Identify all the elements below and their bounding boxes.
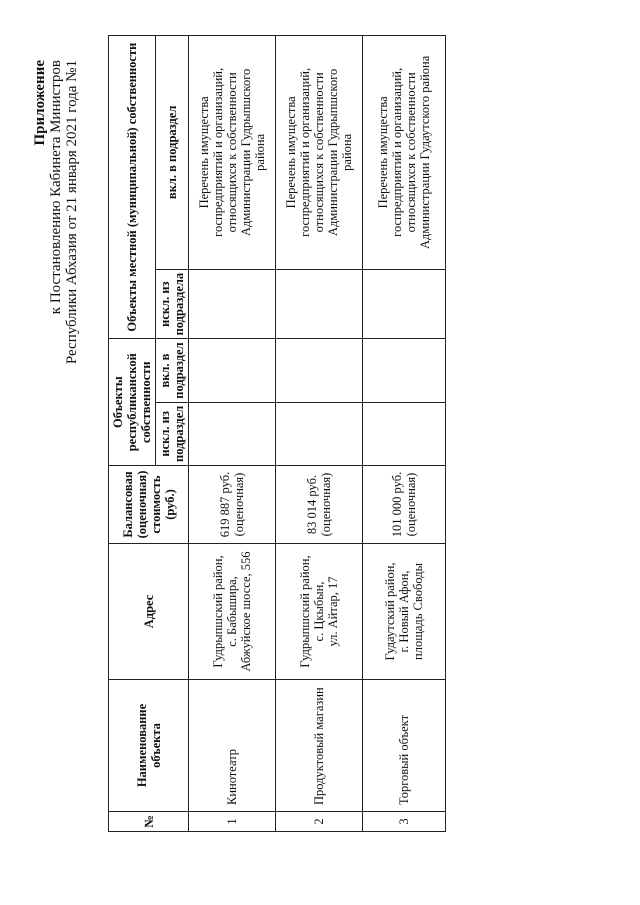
- row-address: [363, 544, 446, 680]
- row-balance: [189, 466, 276, 544]
- row-name: Продуктовый магазин: [276, 680, 363, 812]
- desc-line: госпредприятий и организаций,: [298, 67, 312, 237]
- desc-line: госпредприятий и организаций,: [211, 67, 225, 237]
- row-rep-incl: [189, 339, 276, 402]
- heading-line-2: Республики Абхазия от 21 января 2021 года №1: [64, 60, 80, 365]
- address-line: Гудаутский район,: [383, 562, 397, 661]
- row-local-incl: [276, 35, 363, 269]
- address-line: ул. Айтар, 17: [326, 576, 340, 647]
- address-line: Абжуйское шоссе, 556: [239, 551, 253, 672]
- row-num: 1: [189, 812, 276, 832]
- header-local-incl: вкл. в подраздел: [156, 35, 189, 269]
- row-balance: [276, 466, 363, 544]
- desc-line: района: [340, 133, 354, 171]
- balance-note: (оценочная): [232, 472, 246, 537]
- desc-line: относящихся к собственности: [404, 72, 418, 233]
- address-line: Гудрыпшский район,: [298, 555, 312, 668]
- address-line: Гудрыпшский район,: [211, 555, 225, 668]
- desc-line: относящихся к собственности: [312, 72, 326, 233]
- row-local-excl: [189, 269, 276, 339]
- table-row: [363, 35, 446, 831]
- row-rep-excl: [363, 402, 446, 465]
- address-line: с. Цкыбын,: [312, 581, 326, 642]
- row-address: [276, 544, 363, 680]
- heading-line-1: к Постановлению Кабинета Министров: [48, 60, 64, 315]
- document-heading: [32, 60, 80, 364]
- address-line: площадь Свободы: [411, 563, 425, 660]
- header-row-1: [109, 35, 156, 831]
- desc-line: Перечень имущества: [284, 96, 298, 209]
- row-name: Кинотеатр: [189, 680, 276, 812]
- heading-title: Приложение: [32, 60, 48, 146]
- desc-line: Администрации Гудрыпшского: [239, 68, 253, 237]
- property-table: [108, 35, 446, 832]
- row-num: 3: [363, 812, 446, 832]
- row-local-excl: [363, 269, 446, 339]
- desc-line: Администрации Гудаутского района: [418, 55, 432, 249]
- row-rep-excl: [189, 402, 276, 465]
- header-local-excl: искл. из подраздела: [156, 269, 189, 339]
- desc-line: Перечень имущества: [197, 96, 211, 209]
- row-local-excl: [276, 269, 363, 339]
- header-republican: Объекты республиканской собственности: [109, 339, 156, 466]
- row-rep-excl: [276, 402, 363, 465]
- desc-line: Перечень имущества: [376, 96, 390, 209]
- table-row: [276, 35, 363, 831]
- desc-line: Администрации Гудрыпшского: [326, 68, 340, 237]
- row-balance: [363, 466, 446, 544]
- row-rep-incl: [363, 339, 446, 402]
- address-line: с. Бабышира,: [225, 576, 239, 647]
- balance-value: 619 887 руб.: [218, 471, 232, 538]
- balance-value: 101 000 руб.: [390, 471, 404, 538]
- balance-note: (оценочная): [319, 472, 333, 537]
- balance-note: (оценочная): [404, 472, 418, 537]
- header-num: №: [109, 812, 189, 832]
- header-local: Объекты местной (муниципальной) собственности: [109, 35, 156, 339]
- row-local-incl: [363, 35, 446, 269]
- header-rep-incl: вкл. в подраздел: [156, 339, 189, 402]
- row-address: [189, 544, 276, 680]
- address-line: г. Новый Афон,: [397, 570, 411, 653]
- desc-line: относящихся к собственности: [225, 72, 239, 233]
- desc-line: района: [253, 133, 267, 171]
- row-local-incl: [189, 35, 276, 269]
- row-rep-incl: [276, 339, 363, 402]
- row-name: Торговый объект: [363, 680, 446, 812]
- header-rep-excl: искл. из подраздел: [156, 402, 189, 465]
- row-num: 2: [276, 812, 363, 832]
- desc-line: госпредприятий и организаций,: [390, 67, 404, 237]
- header-address: Адрес: [109, 544, 189, 680]
- header-name: Наименование объекта: [109, 680, 189, 812]
- balance-value: 83 014 руб.: [305, 474, 319, 535]
- header-balance: Балансовая (оценочная) стоимость (руб.): [109, 466, 189, 544]
- table-row: [189, 35, 276, 831]
